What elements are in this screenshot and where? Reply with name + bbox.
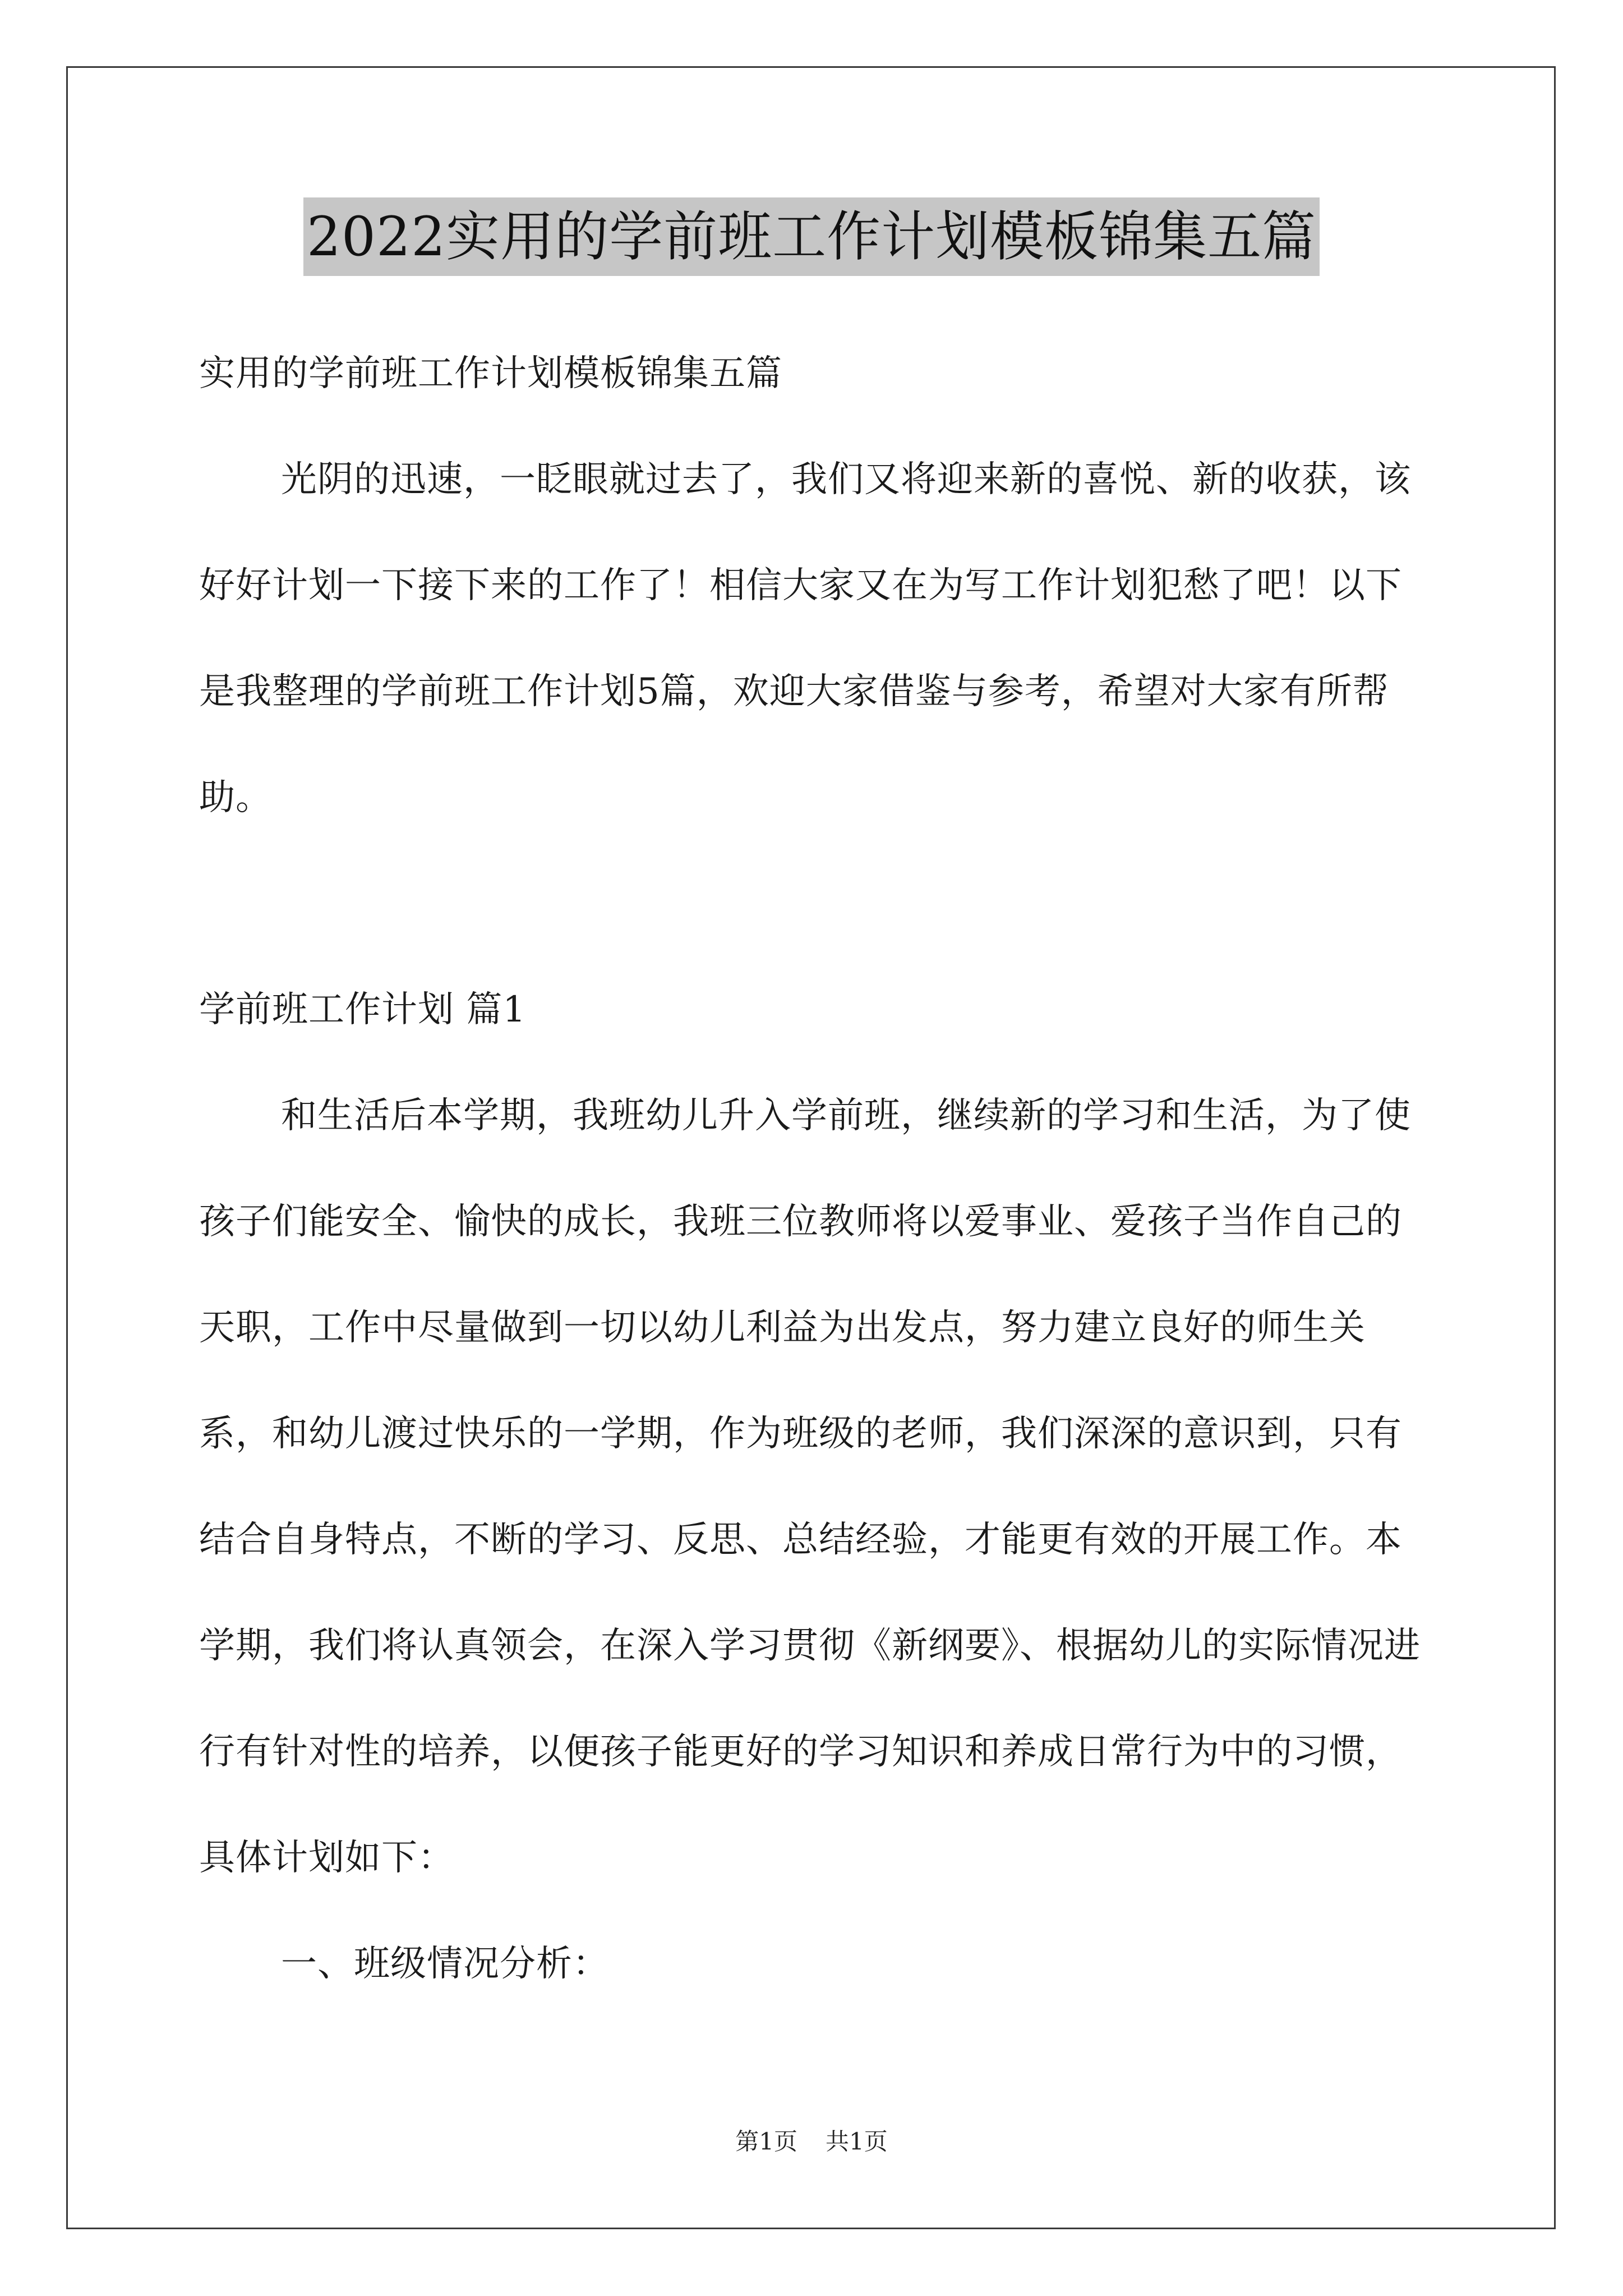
document-title: 2022实用的学前班工作计划模板锦集五篇: [303, 197, 1320, 276]
section-heading: 学前班工作计划 篇1: [199, 989, 527, 1030]
document-body: [199, 321, 1428, 2017]
page-number-current: 第1页: [735, 2128, 797, 2155]
intro-paragraph: 光阴的迅速，一眨眼就过去了，我们又将迎来新的喜悦、新的收获，该好好计划一下接下来的工作了！相信大家又在为写工作计划犯愁了吧！以下是我整理的学前班工作计划5篇，欢迎大家借鉴与参考，希望对大家有所帮助。: [199, 459, 1411, 818]
document-subtitle: 实用的学前班工作计划模板锦集五篇: [199, 353, 782, 394]
page-number-total: 共1页: [826, 2128, 888, 2155]
title-container: [0, 197, 1623, 276]
subsection-heading: 一、班级情况分析：: [281, 1943, 609, 1985]
page-footer: [0, 2125, 1623, 2159]
section-body-paragraph: 和生活后本学期，我班幼儿升入学前班，继续新的学习和生活，为了使孩子们能安全、愉快的成长，我班三位教师将以爱事业、爱孩子当作自己的天职，工作中尽量做到一切以幼儿利益为出发点，努力建立良好的师生关系，和幼儿渡过快乐的一学期，作为班级的老师，我们深深的意识到，只有结合自身特点，不断的学习、反思、总结经验，才能更有效的开展工作。本学期，我们将认真领会，在深入学习贯彻《新纲要》、根据幼儿的实际情况进行有针对性的培养，以便孩子能更好的学习知识和养成日常行为中的习惯，具体计划如下：: [199, 1095, 1421, 1879]
